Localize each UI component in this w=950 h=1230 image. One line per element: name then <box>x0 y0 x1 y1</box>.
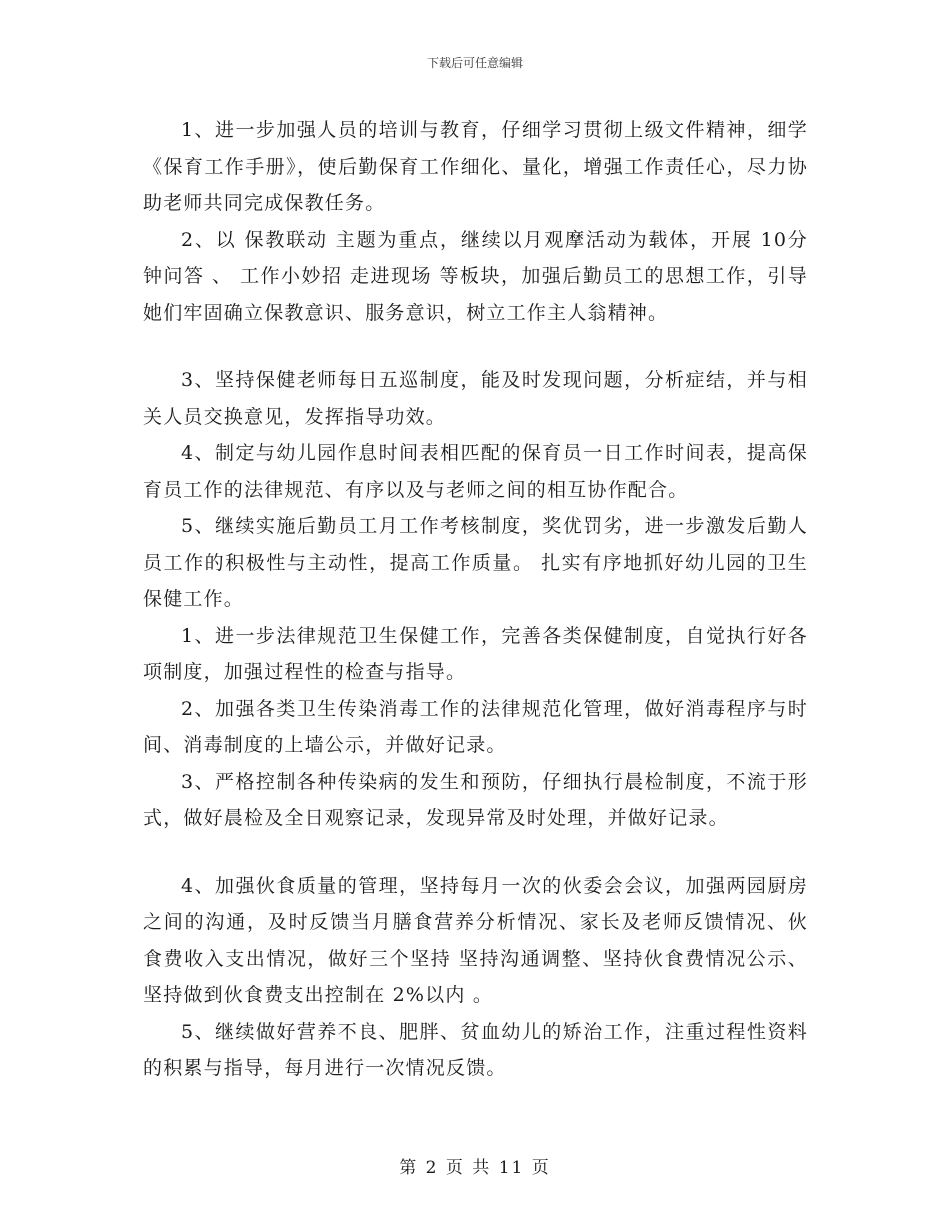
paragraph-daily-inspection: 3、坚持保健老师每日五巡制度，能及时发现问题，分析症结，并与相关人员交换意见，发挥指导功效。 <box>143 369 808 428</box>
paragraph-meal-quality: 4、加强伙食质量的管理，坚持每月一次的伙委会会议，加强两园厨房之间的沟通，及时反馈当月膳食营养分析情况、家长及老师反馈情况、伙食费收入支出情况，做好三个坚持 坚持沟通调整、坚持伙食费情况公示、坚持做到伙食费支出控制在 2%以内 。 <box>143 874 808 1006</box>
paragraph-disease-control: 3、严格控制各种传染病的发生和预防，仔细执行晨检制度，不流于形式，做好晨检及全日观察记录，发现异常及时处理，并做好记录。 <box>143 770 808 829</box>
page-number: 第 2 页 共 11 页 <box>399 1158 551 1178</box>
paragraph-schedule: 4、制定与幼儿园作息时间表相匹配的保育员一日工作时间表，提高保育员工作的法律规范、有序以及与老师之间的相互协作配合。 <box>143 442 808 501</box>
paragraph-linkage-theme: 2、以 保教联动 主题为重点，继续以月观摩活动为载体，开展 10分钟问答 、 工作小妙招 走进现场 等板块，加强后勤员工的思想工作，引导她们牢固确立保教意识、服务意识，树立工作主人翁精神。 <box>143 228 808 324</box>
paragraph-nutrition: 5、继续做好营养不良、肥胖、贫血幼儿的矫治工作，注重过程性资料的积累与指导，每月进行一次情况反馈。 <box>143 1020 808 1079</box>
paragraph-training: 1、进一步加强人员的培训与教育，仔细学习贯彻上级文件精神，细学《保育工作手册》，使后勤保育工作细化、量化，增强工作责任心，尽力协助老师共同完成保教任务。 <box>143 119 808 214</box>
document-body <box>143 112 808 1087</box>
paragraph-assessment: 5、继续实施后勤员工月工作考核制度，奖优罚劣，进一步激发后勤人员工作的积极性与主动性，提高工作质量。 扎实有序地抓好幼儿园的卫生保健工作。 <box>143 515 808 610</box>
paragraph-health-standard: 1、进一步法律规范卫生保健工作，完善各类保健制度，自觉执行好各项制度，加强过程性的检查与指导。 <box>143 624 808 683</box>
page-header: 下载后可任意编辑 <box>426 56 523 70</box>
paragraph-disinfection: 2、加强各类卫生传染消毒工作的法律规范化管理，做好消毒程序与时间、消毒制度的上墙公示，并做好记录。 <box>143 697 808 756</box>
